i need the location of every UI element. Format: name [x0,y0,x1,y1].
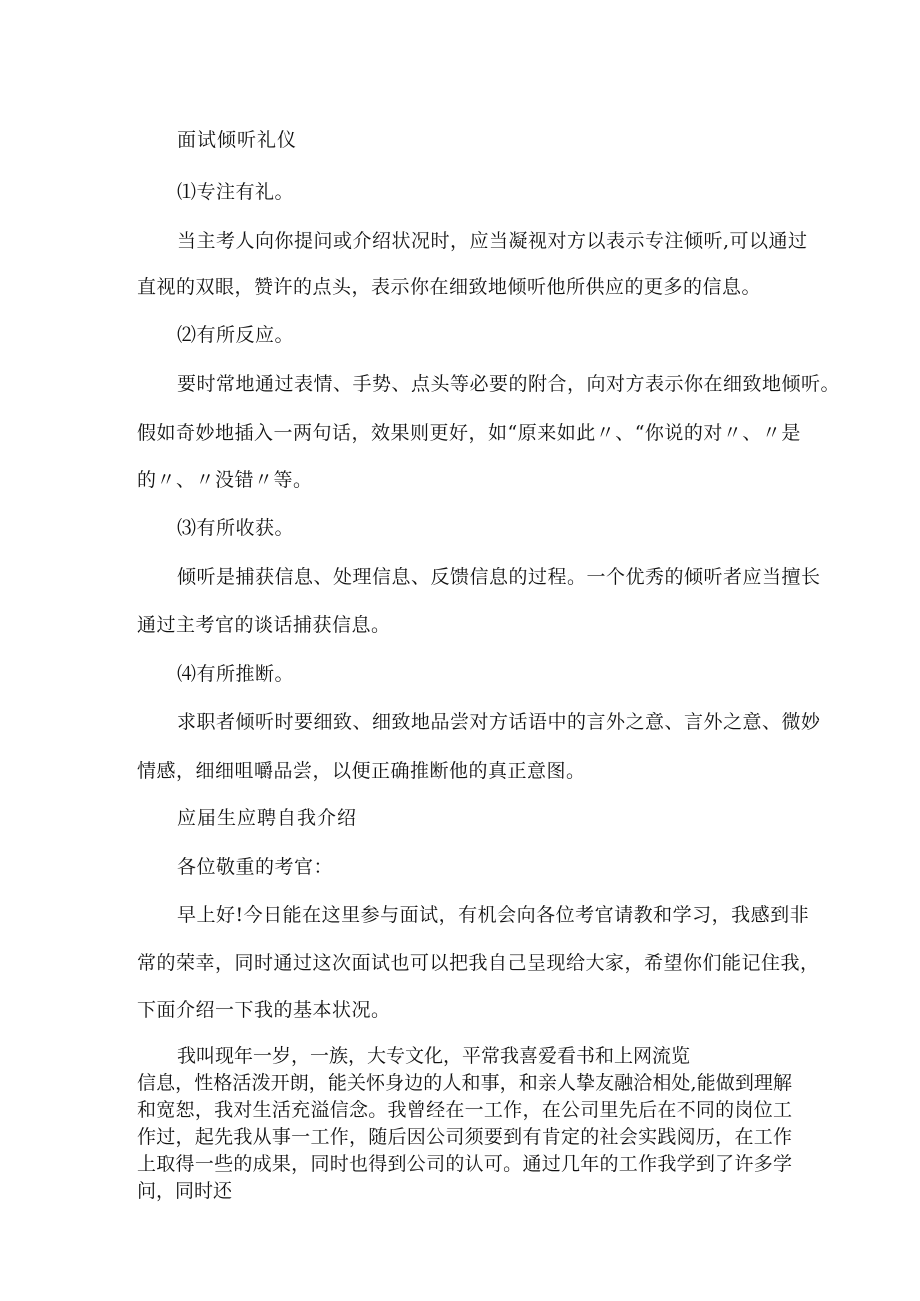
paragraph-line: 直视的双眼，赞许的点头，表示你在细致地倾听他所供应的更多的信息。 [137,276,762,298]
paragraph-line: 下面介绍一下我的基本状况。 [137,999,391,1021]
item-heading: ⑷有所推断。 [177,663,295,685]
paragraph-line: 当主考人向你提问或介绍状况时，应当凝视对方以表示专注倾听,可以通过 [177,230,808,252]
paragraph-line: 通过主考官的谈话捕获信息。 [137,614,391,636]
item-heading: ⑵有所反应。 [177,324,295,346]
item-heading: ⑶有所收获。 [177,517,295,539]
section-title: 面试倾听礼仪 [177,129,298,151]
section-title: 应届生应聘自我介绍 [177,807,358,829]
paragraph-line: 倾听是捕获信息、处理信息、反馈信息的过程。一个优秀的倾听者应当擅长 [177,566,821,588]
greeting-line: 各位敬重的考官： [177,856,334,878]
paragraph-line: 情感，细细咀嚼品尝，以便正确推断他的真正意图。 [137,760,586,782]
paragraph-line: 的〃、〃没错〃等。 [137,469,313,491]
dense-paragraph [137,1043,792,1205]
item-heading: ⑴专注有礼。 [177,181,295,203]
paragraph-first-line: 我叫现年一岁，一族，大专文化，平常我喜爱看书和上网流览 [177,1045,691,1067]
paragraph-body: 信息，性格活泼开朗，能关怀身边的人和事，和亲人挚友融洽相处,能做到理解和宽恕，我对生活充溢信念。我曾经在一工作，在公司里先后在不同的岗位工作过，起先我从事一工作，随后因公司须要到有肯定的社会实践阅历，在工作上取得一些的成果，同时也得到公司的认可。通过几年的工作我学到了许多学问，同时还 [137,1072,792,1202]
paragraph-line: 常的荣幸，同时通过这次面试也可以把我自己呈现给大家，希望你们能记住我， [137,952,820,974]
paragraph-line: 假如奇妙地插入一两句话，效果则更好，如“原来如此〃、“你说的对〃、〃是 [137,422,801,444]
paragraph-line: 求职者倾听时要细致、细致地品尝对方话语中的言外之意、言外之意、微妙 [177,711,821,733]
paragraph-line: 早上好!今日能在这里参与面试，有机会向各位考官请教和学习，我感到非 [177,904,810,926]
paragraph-line: 要时常地通过表情、手势、点头等必要的附合，向对方表示你在细致地倾听。 [177,373,841,395]
